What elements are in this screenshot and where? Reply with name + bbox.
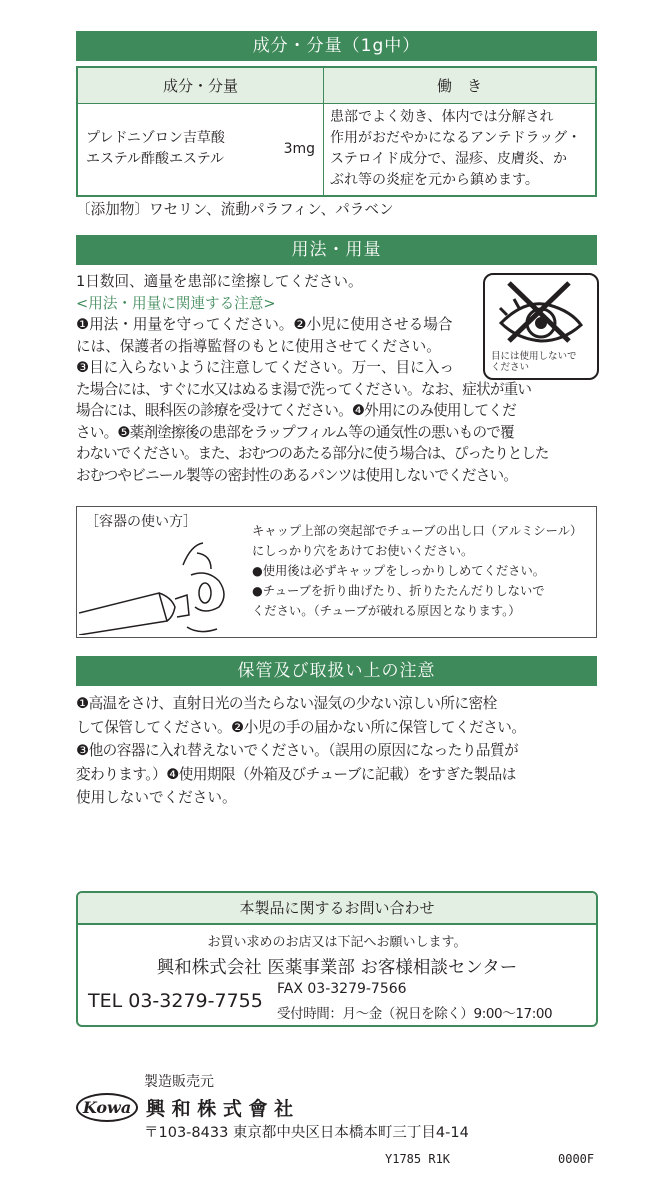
storage-line-5: 使用しないでください。 [76,789,237,806]
usage-note-line-6: さい。❺薬剤塗擦後の患部をラップフィルム等の通気性の悪いもので覆 [76,423,514,441]
usage-line: 1日数回、適量を患部に塗擦してください。 [76,273,363,290]
contact-company: 興和株式会社 医薬事業部 お客様相談センター [156,958,518,978]
tube-cap-illustration [79,535,249,635]
kowa-logo: Kowa [76,1093,138,1122]
contact-hours: 受付時間：月～金（祝日を除く）9:00～17:00 [277,1006,553,1022]
no-eye-use-pictogram [483,273,599,380]
container-instructions [76,506,597,638]
table-header-ingredient: 成分・分量 [77,67,324,104]
pictogram-label [491,351,591,373]
ingredient-cell [77,104,324,196]
action-line-2: 作用がおだやかになるアンテドラッグ・ [330,130,582,146]
storage-text [76,692,601,810]
usage-note-line-5: 場合には、眼科医の診療を受けてください。❹外用にのみ使用してくだ [76,402,516,419]
action-cell [324,104,597,196]
storage-line-4: 変わります。）❹使用期限（外箱及びチューブに記載）をすぎた製品は [76,765,516,783]
action-line-4: ぶれ等の炎症を元から鎮めます。 [330,172,539,188]
table-header-action: 働 き [324,67,597,104]
crossed-eye-icon [485,275,597,353]
usage-note-line-3: ❸目に入らないように注意してください。万一、目に入っ [76,359,454,376]
usage-note-line-8: おむつやビニール製等の密封性のあるパンツは使用しないでください。 [76,466,518,484]
usage-header: 用法・用量 [76,235,597,265]
container-line-5: ください。（チューブが破れる原因となります。） [252,604,521,618]
container-line-3: ●使用後は必ずキャップをしっかりしめてください。 [252,564,546,578]
storage-line-2: して保管してください。❷小児の手の届かない所に保管してください。 [76,718,526,736]
action-line-3: ステロイド成分で、湿疹、皮膚炎、か [330,151,568,167]
contact-header: 本製品に関するお問い合わせ [78,893,596,925]
ingredient-name-2: エステル酢酸エステル [86,151,225,168]
maker-address: 〒103-8433 東京都中央区日本橋本町三丁目4-14 [144,1125,469,1141]
product-code: Y1785 R1K [385,1152,451,1166]
storage-header: 保管及び取扱い上の注意 [76,656,597,686]
maker-label: 製造販売元 [144,1074,214,1090]
usage-note-line-4: た場合には、すぐに水又はぬるま湯で洗ってください。なお、症状が重い [76,380,532,398]
usage-note-title: <用法・用量に関連する注意> [76,294,276,312]
maker-name: 興 和 株 式 會 社 [146,1098,294,1120]
pictogram-label-2: ください [491,362,530,373]
pictogram-label-1: 目には使用しないで [491,351,577,362]
ingredient-amount: 3mg [283,141,315,157]
storage-line-3: ❸他の容器に入れ替えないでください。（誤用の原因になったり品質が [76,742,519,759]
ingredient-name-1: プレドニゾロン吉草酸 [86,130,225,147]
contact-tel: TEL 03-3279-7755 [88,990,263,1012]
action-line-1: 患部でよく効き、体内では分解され [330,109,554,125]
ingredients-table [76,66,597,197]
contact-fax: FAX 03-3279-7566 [277,981,407,997]
usage-note-line-2: には、保護者の指導監督のもとに使用させてください。 [76,337,441,355]
print-code: 0000F [558,1152,595,1166]
container-line-2: にしっかり穴をあけてお使いください。 [252,544,474,558]
usage-note-line-7: わないでください。また、おむつのあたる部分に使う場合は、ぴったりとした [76,445,549,462]
ingredients-header: 成分・分量（1g中） [76,31,597,61]
contact-box [76,891,598,1027]
container-line-4: ●チューブを折り曲げたり、折りたたんだりしないで [252,584,545,598]
additives: 〔添加物〕ワセリン、流動パラフィン、パラベン [76,201,394,218]
container-title: ［容器の使い方］ [85,514,197,530]
storage-line-1: ❶高温をさけ、直射日光の当たらない湿気の少ない涼しい所に密栓 [76,695,497,712]
contact-intro: お買い求めのお店又は下記へお願いします。 [207,935,467,950]
container-text [252,521,592,621]
usage-note-line-1: ❶用法・用量を守ってください。❷小児に使用させる場合 [76,316,453,333]
container-line-1: キャップ上部の突起部でチューブの出し口（アルミシール） [252,524,583,538]
